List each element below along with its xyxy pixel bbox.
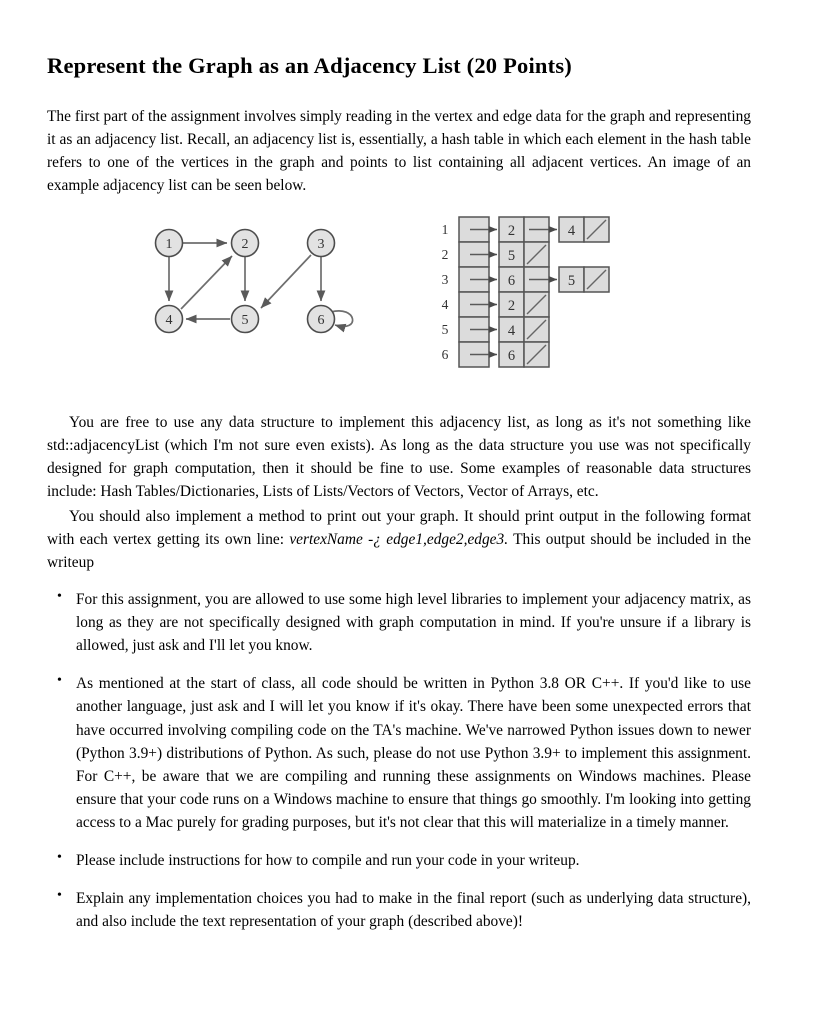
document-content — [47, 52, 751, 948]
graph-node-label: 6 — [317, 313, 325, 329]
print-format-example: vertexName -¿ edge1,edge2,edge3. — [289, 531, 509, 549]
list-item: • For this assignment, you are allowed to use some high level libraries to implement your adjacency matrix, as long as they are not specifically designed with graph computation in mind. If you're unsure if a library is allowed, just ask and I'll let you know. — [47, 588, 751, 657]
adjacency-index-label: 6 — [441, 347, 449, 363]
paragraph-intro: The first part of the assignment involves simply reading in the vertex and edge data for the graph and representing it as an adjacency list. Recall, an adjacency list is, essentially, a hash table in which each element in the hash table refers to one of the vertices in the graph and points to list containing all adjacent vertices. An image of an example adjacency list can be seen below. — [47, 108, 751, 195]
paragraph-data-structure: You are free to use any data structure to implement this adjacency list, as long as it's not something like std::adjacencyList (which I'm not sure even exists). As long as the data structure you use was not specifically designed for graph computation, then it should be fine to use. Some examples of reasonable data structures include: Hash Tables/Dictionaries, Lists of Lists/Vectors of Vectors, Vector of Arrays, etc. — [47, 414, 751, 501]
graph-node-label: 3 — [317, 237, 325, 253]
adjacency-head-array — [459, 217, 489, 367]
adjacency-cell-value: 6 — [507, 273, 516, 290]
print-method-text-after: This output should be included in the writeup — [47, 531, 751, 572]
adjacency-cell-value: 6 — [507, 348, 516, 365]
graph-node-3 — [308, 230, 335, 257]
adjacency-list-figure — [47, 211, 751, 407]
adjacency-row-3 — [499, 267, 609, 292]
adjacency-cell-value: 4 — [567, 223, 576, 240]
list-item: • Please include instructions for how to compile and run your code in your writeup. — [47, 849, 751, 872]
adjacency-index-label: 5 — [441, 322, 449, 338]
graph-node-label: 1 — [165, 237, 173, 253]
adjacency-row-4 — [499, 292, 549, 317]
graph-node-6 — [308, 306, 335, 333]
paragraph-print-method — [47, 505, 751, 574]
graph-node-5 — [232, 306, 259, 333]
adjacency-row-1 — [499, 217, 609, 242]
graph-node-label: 4 — [165, 313, 173, 329]
edge-3-5 — [261, 255, 311, 308]
adjacency-cell-value: 4 — [507, 323, 516, 340]
list-item: • Explain any implementation choices you had to make in the final report (such as underlying data structure), and also include the text representation of your graph (described above)! — [47, 887, 751, 933]
adjacency-index-label: 4 — [441, 297, 449, 313]
adjacency-row-6 — [499, 342, 549, 367]
adjacency-index-label: 1 — [441, 222, 449, 238]
adjacency-list-svg — [437, 207, 637, 387]
adjacency-row-2 — [499, 242, 549, 267]
graph-node-2 — [232, 230, 259, 257]
adjacency-index-label: 2 — [441, 247, 449, 263]
adjacency-row-5 — [499, 317, 549, 342]
adjacency-list-diagram — [437, 207, 637, 392]
graph-svg — [145, 219, 385, 359]
adjacency-cell-value: 2 — [507, 223, 516, 240]
print-method-text-before: You should also implement a method to print out your graph. It should print output in the following format with each vertex getting its own line: — [47, 508, 751, 549]
page-title: Represent the Graph as an Adjacency List (20 Points) — [47, 53, 572, 78]
adjacency-cell-value: 5 — [567, 273, 576, 290]
requirements-list — [47, 588, 751, 932]
edge-4-2 — [181, 256, 232, 309]
graph-node-label: 5 — [241, 313, 249, 329]
graph-node-4 — [156, 306, 183, 333]
list-item: • As mentioned at the start of class, all code should be written in Python 3.8 OR C++. If you'd like to use another language, just ask and I will let you know if it's okay. There have been some unexpected errors that have occurred involving compiling code on the TA's machine. We've narrowed Python issues down to newer (Python 3.9+) distributions of Python. As such, please do not use Python 3.9+ to implement this assignment. For C++, be aware that we are compiling and running these assignments on Windows machines. Please ensure that your code runs on a Windows machine to ensure that things go smoothly. I'm looking into getting access to a Mac purely for grading purposes, but it's not clear that this will materialize in a timely manner. — [47, 672, 751, 833]
adjacency-index-labels — [442, 222, 449, 362]
adjacency-index-label: 3 — [441, 272, 449, 288]
directed-graph-diagram — [145, 219, 385, 364]
graph-node-label: 2 — [241, 237, 249, 253]
adjacency-cell-value: 5 — [507, 248, 516, 265]
graph-node-1 — [156, 230, 183, 257]
adjacency-cell-value: 2 — [507, 298, 516, 315]
